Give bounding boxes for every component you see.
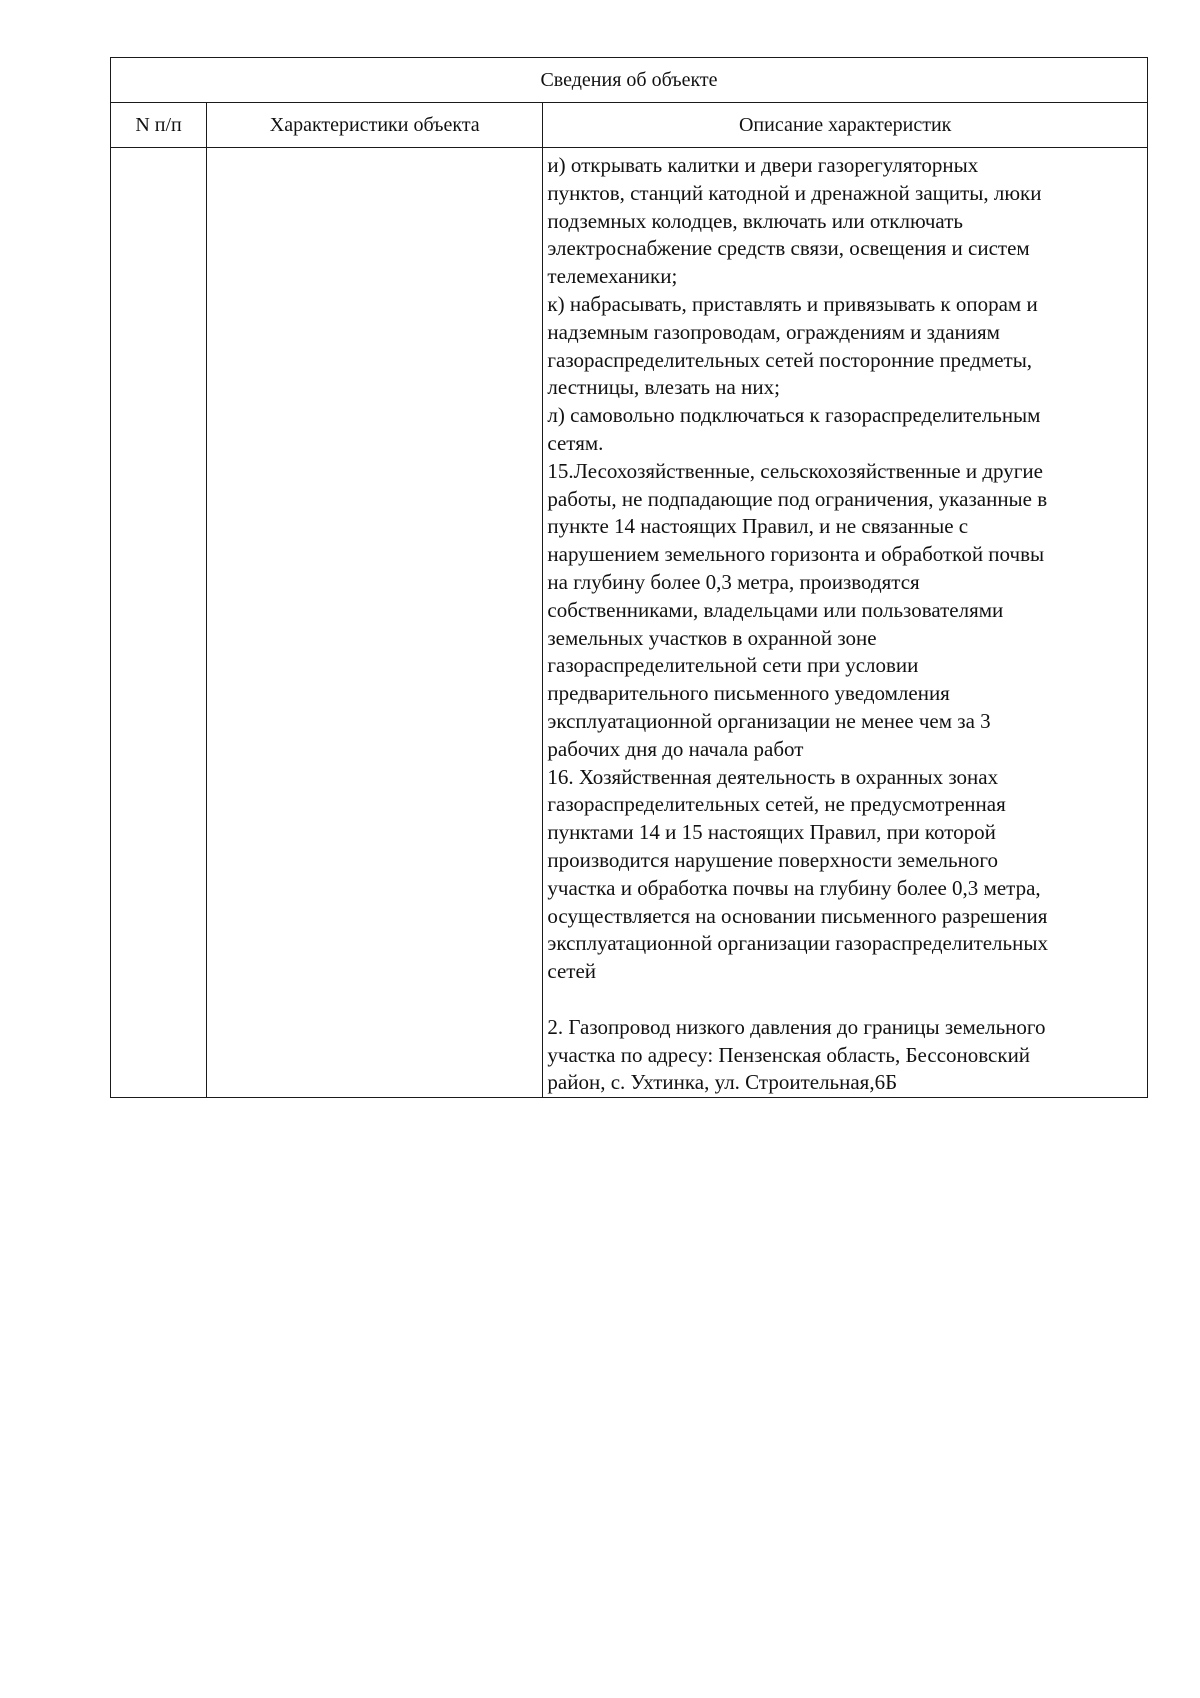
table-title: Сведения об объекте	[111, 58, 1148, 103]
row-number-cell	[111, 148, 207, 1098]
row-description-cell	[543, 148, 1148, 1098]
row-characteristics-cell	[207, 148, 543, 1098]
table-row	[111, 148, 1148, 1098]
table-title-row	[111, 58, 1148, 103]
description-text: и) открывать калитки и двери газорегуляторных пунктов, станций катодной и дренажной защиты, люки подземных колодцев, включать или отключать электроснабжение средств связи, освещения и систем телемеханики; к) набрасывать, приставлять и привязывать к опорам и надземным газопроводам, ограждениям и зданиям газораспределительных сетей посторонние предметы, лестницы, влезать на них; л) самовольно подключаться к газораспределительным сетям. 15.Лесохозяйственные, сельскохозяйственные и другие работы, не подпадающие под ограничения, указанные в пункте 14 настоящих Правил, и не связанные с нарушением земельного горизонта и обработкой почвы на глубину более 0,3 метра, производятся собственниками, владельцами или пользователями земельных участков в охранной зоне газораспределительной сети при условии предварительного письменного уведомления эксплуатационной организации не менее чем за 3 рабочих дня до начала работ 16. Хозяйственная деятельность в охранных зонах газораспределительных сетей, не предусмотренная пунктами 14 и 15 настоящих Правил, при которой производится нарушение поверхности земельного участка и обработка почвы на глубину более 0,3 метра, осуществляется на основании письменного разрешения эксплуатационной организации газораспределительных сетей 2. Газопровод низкого давления до границы земельного участка по адресу: Пензенская область, Бессоновский район, с. Ухтинка, ул. Строительная,6Б	[547, 153, 1048, 1095]
header-number: N п/п	[111, 103, 207, 148]
header-characteristics: Характеристики объекта	[207, 103, 543, 148]
header-description: Описание характеристик	[543, 103, 1148, 148]
table-header-row	[111, 103, 1148, 148]
object-info-table	[110, 57, 1148, 1098]
